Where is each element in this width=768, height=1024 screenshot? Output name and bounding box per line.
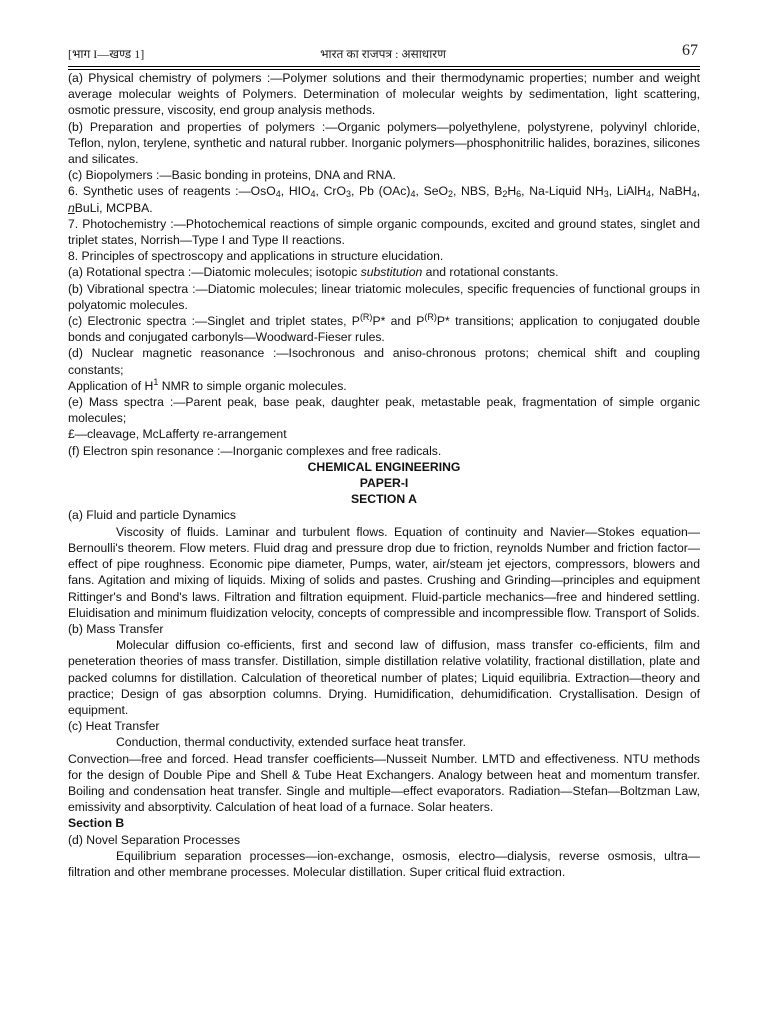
para-separation-processes: Equilibrium separation processes—ion-exchange, osmosis, electro—dialysis, reverse osmosis, ultra—filtration and other membrane processes. Molecular distillation. Super critical fluid extraction. <box>68 848 700 879</box>
para-polymer-preparation: (b) Preparation and properties of polymers :—Organic polymers—polyethylene, polystyrene, polyvinyl chloride, Teflon, nylon, terylene, synthetic and natural rubber. Inorganic polymers—phosphonitrilic halides, borazines, silicones and silicates. <box>68 119 700 167</box>
header-rule-top <box>68 66 700 67</box>
para-convection: Convection—free and forced. Head transfer coefficients—Nusseit Number. LMTD and effectiveness. NTU methods for the design of Double Pipe and Shell & Tube Heat Exchangers. Analogy between heat and momentum transfer. Boiling and condensation heat transfer. Single and multiple—effect evaporators. Radiation—Stefan—Boltzman Law, emissivity and absorptivity. Calculation of heat load of a furnace. Solar heaters. <box>68 751 700 815</box>
para-spectroscopy-principles: 8. Principles of spectroscopy and applications in structure elucidation. <box>68 249 444 264</box>
heading-section-b: Section B <box>68 816 125 831</box>
para-mass-spectra: (e) Mass spectra :—Parent peak, base peak, daughter peak, metastable peak, fragmentation of simple organic molecules; <box>68 395 700 426</box>
header-gazette-title: भारत का राजपत्र : असाधारण <box>320 47 446 61</box>
para-photochemistry: 7. Photochemistry :—Photochemical reactions of simple organic compounds, excited and ground states, singlet and triplet states, Norrish—Type I and Type II reactions. <box>68 216 700 248</box>
heading-chemical-engineering: CHEMICAL ENGINEERING <box>307 459 461 474</box>
heading-paper-i: PAPER-I <box>359 476 409 491</box>
para-rotational-spectra: (a) Rotational spectra :—Diatomic molecules; isotopic substitution and rotational constants. <box>68 265 559 280</box>
para-conduction: Conduction, thermal conductivity, extended surface heat transfer. <box>116 735 467 750</box>
page-header <box>68 42 698 66</box>
para-fluid-dynamics: Viscosity of fluids. Laminar and turbulent flows. Equation of continuity and Navier—Stokes equation—Bernoulli's theorem. Flow meters. Fluid drag and pressure drop due to friction, reynolds Number and friction factor—effect of pipe roughness. Economic pipe diameter, Pumps, water, air/steam jet ejectors, compressors, blowers and fans. Agitation and mixing of liquids. Mixing of solids and pastes. Crushing and Grinding—principles and equipment Rittinger's and Bond's laws. Filtration and filtration equipment. Fluid-particle mechanics—free and hindered settling. Eluidisation and minimum fluidization velocity, concepts of compressible and incompressible flow. Transport of Solids. <box>68 524 700 620</box>
para-mass-transfer: Molecular diffusion co-efficients, first and second law of diffusion, mass transfer co-efficients, film and peneteration theories of mass transfer. Distillation, simple distillation relative volatility, fractional distillation, plate and packed columns for distillation. Calculation of theoretical number of plates; Liquid equilibria. Extraction—theory and practice; Design of gas absorption columns. Drying. Humidification, dehumidification. Crystallisation. Design of equipment. <box>68 638 700 717</box>
para-synthetic-reagents: 6. Synthetic uses of reagents :—OsO$_4$, $HIO_4$, CrO$_3$, Pb $(OAc)_4$, SeO$_2$, NBS, $B_2H_6$, Na-Liquid $NH_3$, LiAlH$_4$, NaBH$_4$, nBuLi, MCPBA. <box>68 184 700 215</box>
para-electronic-spectra: (c) Electronic spectra :—Singlet and triplet states, $P^{(R)}P*$ and $P^{(R)}P*$ transitions; application to conjugated double bonds and conjugated carbonyls—Woodward-Fieser rules. <box>68 311 700 345</box>
para-nmr: (d) Nuclear magnetic reasonance :—Isochronous and aniso-chronous protons; chemical shift and coupling constants; <box>68 346 700 377</box>
subheading-separation-processes: (d) Novel Separation Processes <box>68 832 241 847</box>
page-number: 67 <box>682 42 698 59</box>
heading-section-a: SECTION A <box>351 492 417 507</box>
para-cleavage: £—cleavage, McLafferty re-arrangement <box>68 427 287 442</box>
para-vibrational-spectra: (b) Vibrational spectra :—Diatomic molecules; linear triatomic molecules, specific frequencies of functional groups in polyatomic molecules. <box>68 281 700 312</box>
subheading-fluid-dynamics: (a) Fluid and particle Dynamics <box>68 508 236 523</box>
para-nmr-application: Application of $H^1$ NMR to simple organic molecules. <box>68 376 347 393</box>
para-polymer-physical-chemistry: (a) Physical chemistry of polymers :—Polymer solutions and their thermodynamic properties; number and weight average molecular weights of Polymers. Determination of molecular weights by sedimentation, light scattering, osmotic pressure, viscosity, end group analysis methods. <box>68 71 700 118</box>
subheading-heat-transfer: (c) Heat Transfer <box>68 719 160 734</box>
document-body <box>68 70 700 880</box>
para-esr: (f) Electron spin resonance :—Inorganic complexes and free radicals. <box>68 443 442 458</box>
para-biopolymers: (c) Biopolymers :—Basic bonding in proteins, DNA and RNA. <box>68 168 396 183</box>
header-section-label: [भाग I—खण्ड 1] <box>68 47 145 61</box>
subheading-mass-transfer: (b) Mass Transfer <box>68 621 164 636</box>
